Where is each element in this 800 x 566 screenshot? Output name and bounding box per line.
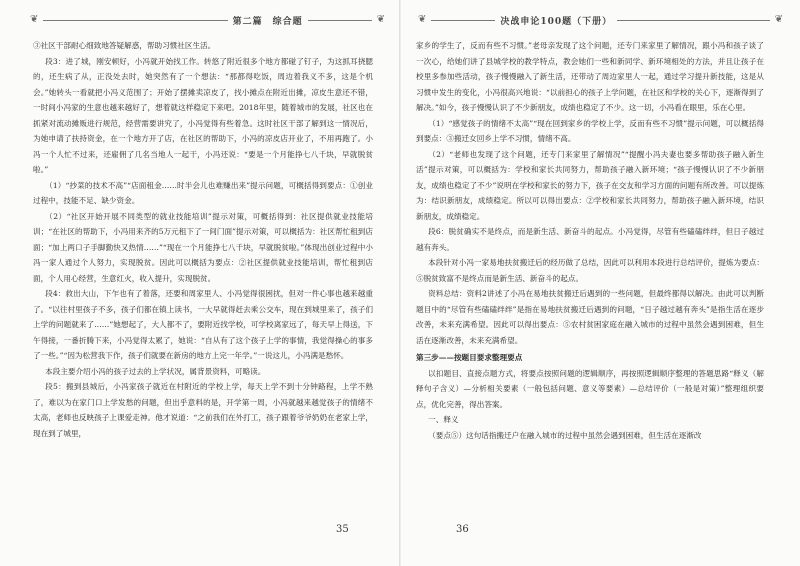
page-body (33, 38, 373, 506)
ornament-icon: ❦ (30, 14, 39, 25)
paragraph: 段3：进了城，刚安顿好，小冯就开始找工作。转悠了附近很多个地方都碰了钉子，为这抓耳挠腮的，还生病了从，正没处去时，她突然有了一个想法：“那都得吃饭，周边着我义不多，这是个机会。”她转头一看就把小冯义范围了；开始了摆摊卖凉皮了，找小摊点在附近出摊，凉皮生意还不错，一时间小冯家的生意也越来越好了，想着就这样稳定下来吧。2018年里，随着城市的发展，社区也在抓紧对流动摊贩进行规范，经营需要讲究了，小冯觉得有些着急。这时社区干部了解到这一情况后，为她申请了扶持资金，在一个地方开了店，在社区的帮助下，小冯的凉皮店开业了，不用再跑了。小冯一个人忙不过来，还雇佣了几名当地人一起干，小冯还说：“要是一个月能挣七八千块，早就脱贫啦。” (33, 56, 373, 174)
page-number: 36 (456, 524, 469, 535)
ornament-icon: ❦ (376, 14, 385, 25)
paragraph: 本段主要介绍小冯的孩子过去的上学状况，属背景资料，可略读。 (45, 366, 266, 376)
paragraph: （1）“感觉孩子的情绪不太高”“现在回到家乡的学校上学，反而有些不习惯”提示问题，可以概括得到要点：③搬迁女回乡上学不习惯，情绪不高。 (416, 118, 764, 143)
paragraph: 段5：搬到县城后，小冯家孩子就近在村附近的学校上学，每天上学不到十分钟路程，上学不熟了，难以为在家门口上学发愁的问题，但出乎意料的是，开学第一周，小冯就越来越觉孩子的情绪不太高，老师也反映孩子上课爱走神。他才说道：“之前我们在外打工，孩子跟着爷爷奶奶在老家上学，现在到了城里， (33, 382, 373, 438)
ornament-icon: ❦ (418, 14, 427, 25)
step-heading: 第三步——按题目要求整理要点 (416, 353, 523, 362)
paragraph: （2）“老师也发现了这个问题，还专门来家里了解情况”“提醒小冯夫妻也要多帮助孩子融入新生活”提示对策，可以概括为：学校和家长共同努力，帮助孩子融入新环境；“孩子慢慢认识了不少新朋友，成绩也稳定了不少”说明在学校和家长的努力下，孩子在交友和学习方面的问题有所改善。可以提炼为：结识新朋友，成绩稳定。所以可以得出要点：②学校和家长共同努力，帮助孩子融入新环境，结识新朋友，成绩稳定。 (416, 149, 764, 221)
paragraph: 本段针对小冯一家易地扶贫搬迁后的经历做了总结，因此可以利用本段进行总结评价，提炼为要点：⑤脱贫致富不是终点而是新生活、新奋斗的起点。 (416, 258, 764, 283)
header-rule (431, 20, 495, 21)
page-body (416, 38, 764, 506)
paragraph: 段6：脱贫确实不是终点，而是新生活、新奋斗的起点。小冯觉得，尽管有些磕磕绊绊，但日子越过越有奔头。 (416, 227, 764, 252)
section-title: 第二篇 综合题 (232, 16, 303, 27)
book-title: 决战申论100题（下册） (500, 16, 613, 27)
ornament-icon: ❦ (774, 14, 783, 25)
header-rule (308, 20, 372, 21)
subheading: 一、释义 (428, 415, 459, 424)
paragraph: 以扣题目、直接点题方式，将要点按照问题的逻辑顺序，再按照逻辑顺序整理的答题思路“释义（解释句子含义）—分析相关要素（一般包括问题、意义等要素）—总结评价（一般是对策）”整理组织要点，优化完善，得出答案。 (416, 368, 764, 409)
page-number: 35 (336, 524, 349, 535)
paragraph: 家乡的学生了，反而有些不习惯。”老母亲发现了这个问题，还专门来家里了解情况，跟小冯和孩子谈了一次心，给她们讲了县城学校的教学特点，教会她们一些和新同学、新环境相处的方法，并且让孩子在校里多参加些活动，孩子慢慢融入了新生活，还带动了周边家里人一起，通过学习提升新技能，这是从习惯中发生的变化，小冯很高兴地说：“以前担心的孩子上学问题，在社区和学校的关心下，逐渐得到了解决。”如今，孩子慢慢认识了不少新朋友，成绩也稳定了不少。这一切，小冯看在眼里，乐在心里。 (416, 41, 764, 112)
header-rule (43, 20, 227, 21)
right-page (400, 0, 800, 566)
paragraph: ③社区干部耐心细致地答疑解惑，帮助习惯社区生活。 (33, 41, 216, 50)
paragraph: （要点⑤）这句话指搬迁户在融入城市的过程中虽然会遇到困难，但生活在逐渐改 (428, 430, 702, 440)
page-header (30, 12, 385, 28)
paragraph: （1）“抄菜的技术不高”“店面租金……时半会儿也难赚出来”提示问题，可概括得到要点：①创业过程中，技能不足、缺少资金。 (33, 180, 373, 205)
paragraph: 段4：救出大山，下乍也有了着落，还要和周家里人、小冯觉得很困扰，但对一件心事也越来越重了。“以往村里孩子不多，孩子们都在镇上读书，一大早就得赶去乘公交车，现在到城里来了，孩子们上学的问题就来了……”她想起了，大人都不了，要附近找学校，可学校离家远了，每天早上得送，下午得接，一番折腾下来，小冯觉得太累了，她说：“自从有了这个孩子上学的事情，我觉得操心的事多了一些。”“因为松营我下作，孩子们就要在新房的地方上完一年学。”一说这儿，小冯满是愁怀。 (33, 289, 373, 360)
paragraph: 资料总结：资料2讲述了小冯在易地扶贫搬迁后遇到的一些问题，但最终都得以解决。由此可以判断题目中的“尽管有些磕磕绊绊”是指在易地扶贫搬迁后遇到的问题，“日子越过越有奔头”是指生活在逐步改善，未来充满希望。因此可以得出要点：⑤农村贫困家庭在融入城市的过程中虽然会遇到困难，但生活在逐渐改善，未来充满希望。 (416, 289, 764, 345)
header-rule (617, 20, 769, 21)
paragraph: （2）“社区开始开展不同类型的就业技能培训”提示对策，可概括得到：社区提供就业技能培训；“在社区的帮助下，小冯用来齐的5万元租下了一间门面”提示对策，可以概括为：社区帮忙租到店面；“加上两口子手脚勤快又热情……”“现在一个月能挣七八千块，早就脱贫啦。”体现出创业过程中小冯一家人通过个人努力，实现脱贫。因此可以概括为要点：②社区提供就业技能培训，帮忙租到店面，个人用心经营，生意红火，收入提升，实现脱贫。 (33, 211, 373, 283)
page-header (418, 12, 783, 28)
